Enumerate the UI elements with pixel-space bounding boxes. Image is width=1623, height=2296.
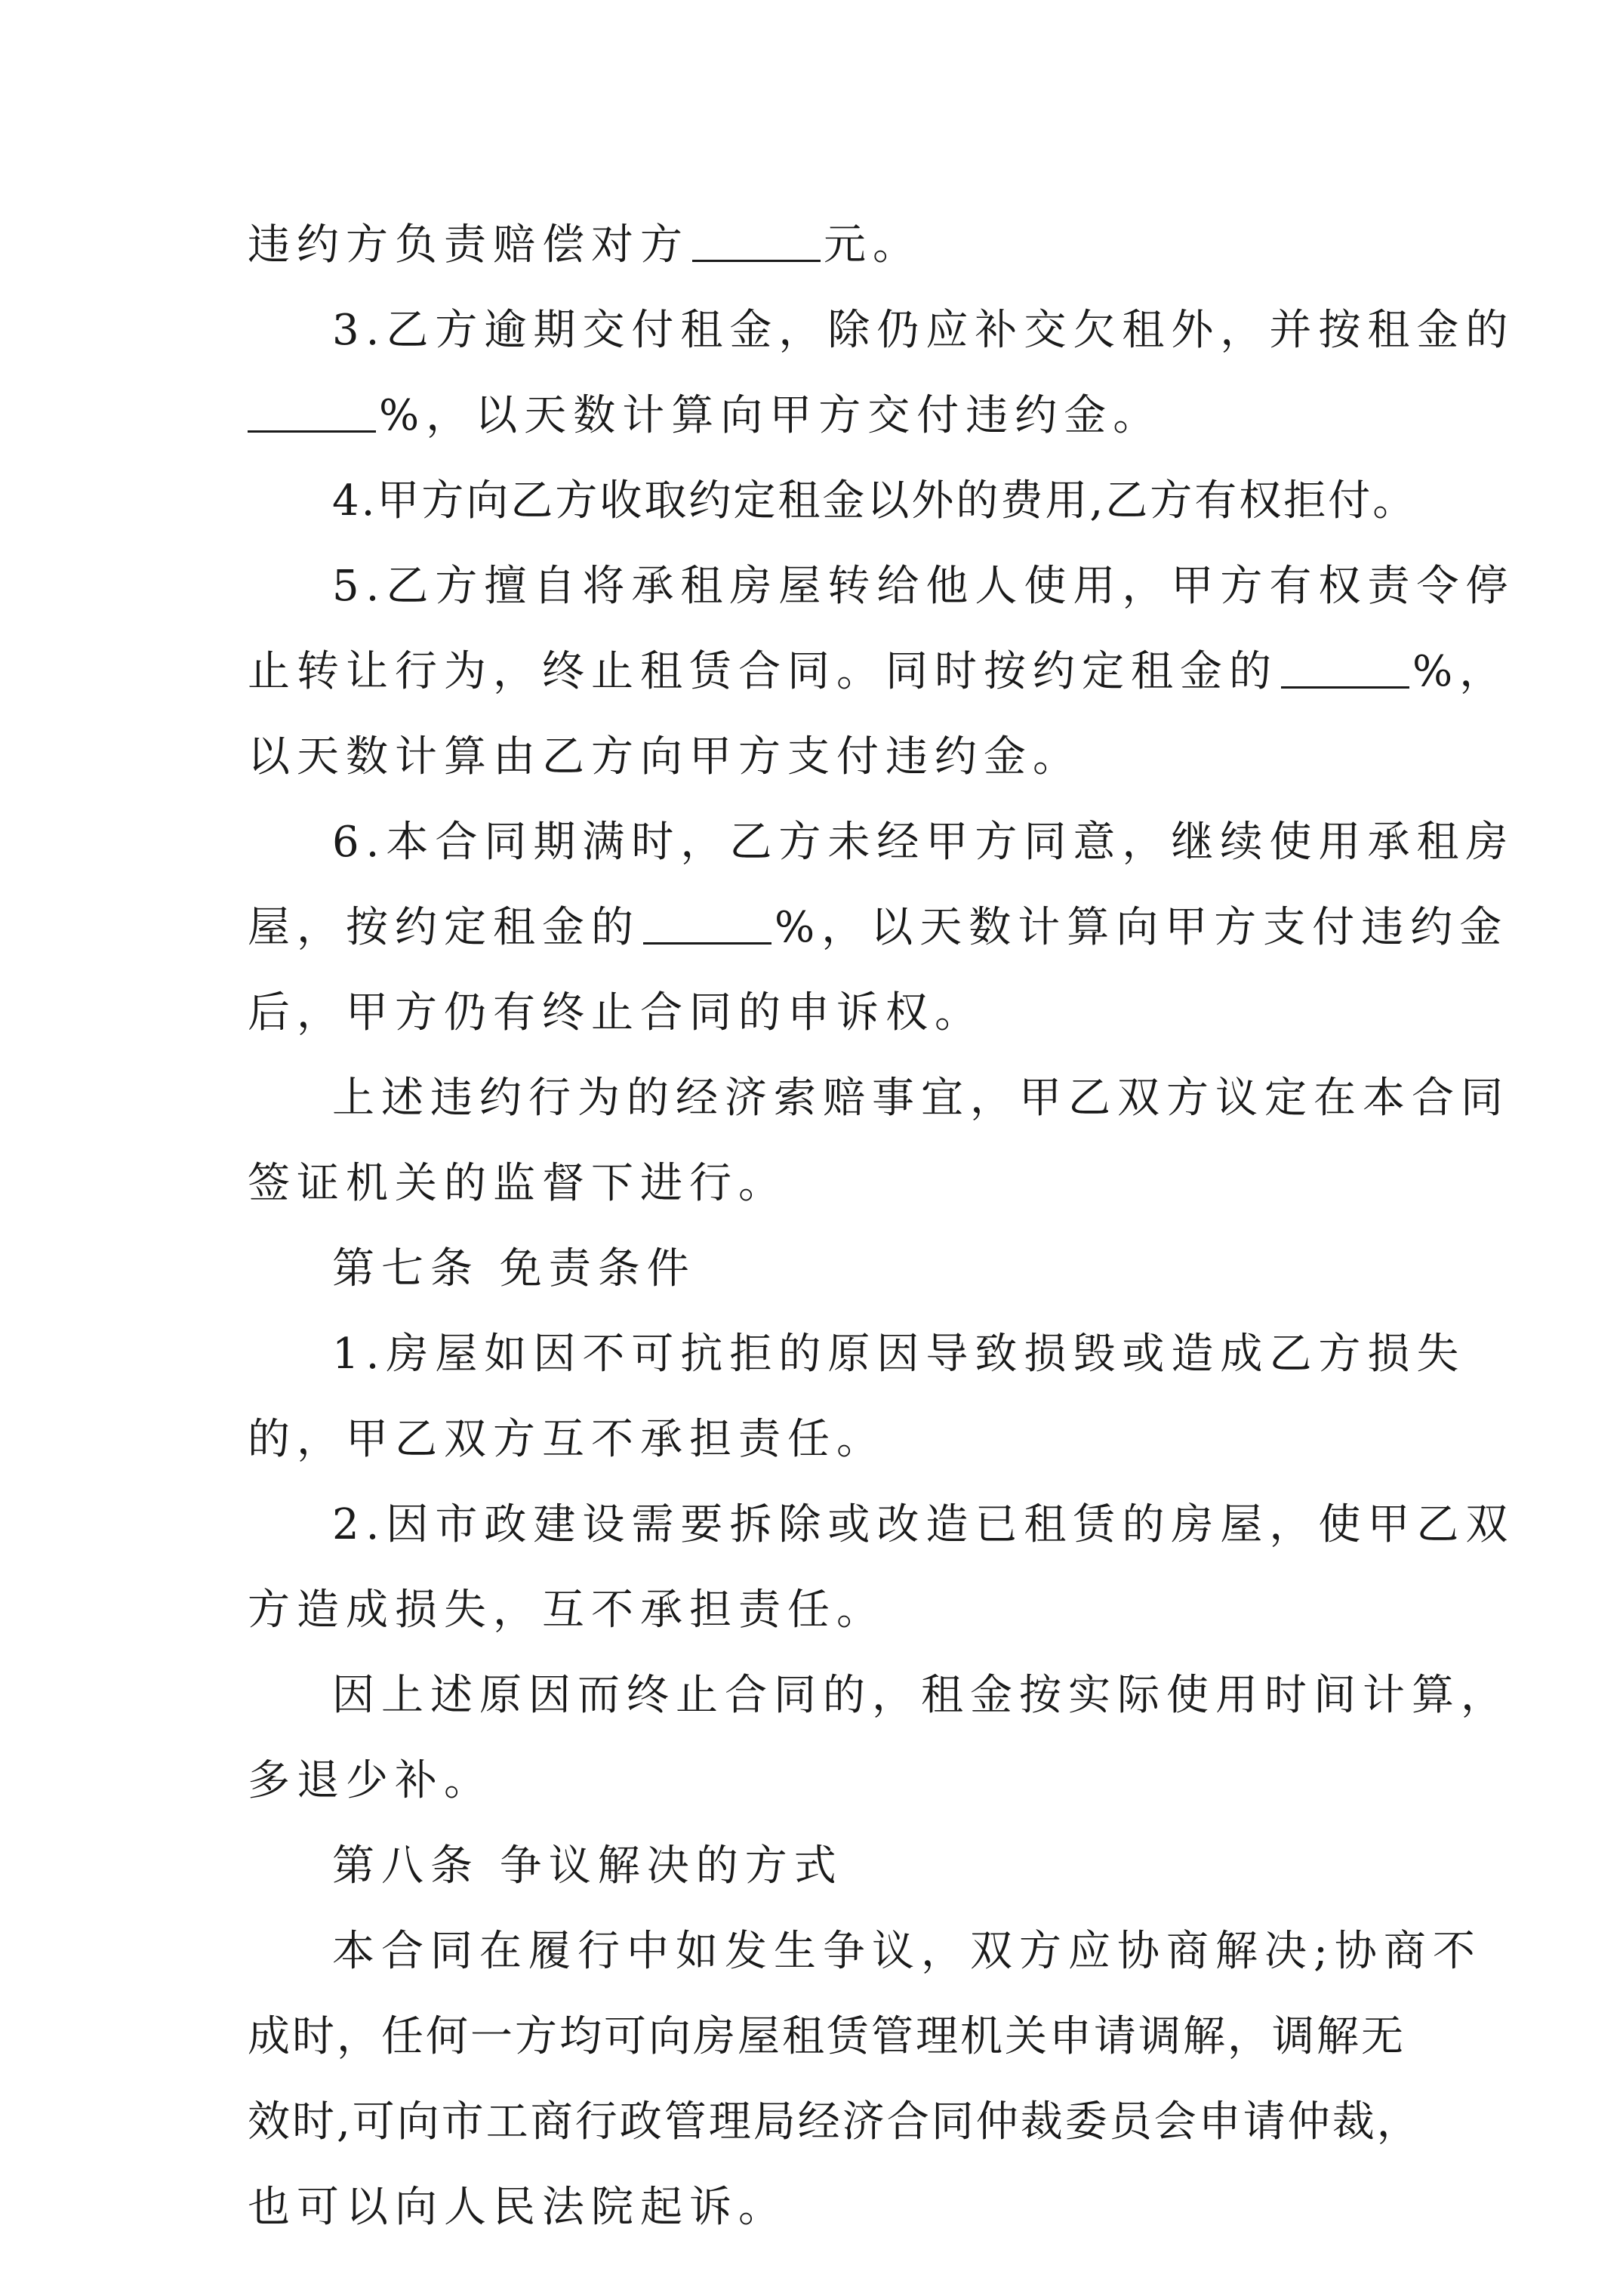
- clause-6-line: [248, 800, 1515, 885]
- fill-in-blank: [692, 214, 821, 262]
- text-segment: 元。: [824, 220, 922, 270]
- text-segment: 效时,可向市工商行政管理局经济合同仲裁委员会申请仲裁，: [248, 2097, 1421, 2147]
- paragraph-line: [248, 1397, 1380, 1482]
- fill-in-blank: [643, 897, 771, 945]
- article-7-heading: [248, 1226, 1380, 1311]
- text-segment: 也可以向人民法院起诉。: [248, 2183, 787, 2232]
- paragraph-line: [248, 1141, 1380, 1226]
- text-segment: 的，甲乙双方互不承担责任。: [248, 1415, 885, 1464]
- clause-3-line: [248, 288, 1515, 373]
- paragraph-line: [248, 714, 1380, 800]
- article-8-heading: [248, 1823, 1380, 1909]
- paragraph-line: [248, 1056, 1510, 1141]
- text-segment: 本合同在履行中如发生争议，双方应协商解决;协商不: [332, 1927, 1482, 1976]
- text-segment: 上述违约行为的经济索赔事宜，甲乙双方议定在本合同: [332, 1074, 1510, 1123]
- paragraph-line: [248, 2079, 1421, 2165]
- text-segment: 后，甲方仍有终止合同的申诉权。: [248, 988, 984, 1037]
- text-segment: 因上述原因而终止合同的，租金按实际使用时间计算，: [332, 1671, 1510, 1720]
- text-segment: 签证机关的监督下进行。: [248, 1159, 787, 1208]
- paragraph-line: [248, 970, 1380, 1056]
- clause-4-line: [248, 458, 1418, 544]
- paragraph-line: [248, 373, 1380, 458]
- text-segment: %，以天数计算向甲方支付违约金: [775, 903, 1509, 952]
- text-segment: 止转让行为，终止租赁合同。同时按约定租金的: [248, 647, 1278, 696]
- text-segment: 以天数计算由乙方向甲方支付违约金。: [248, 732, 1082, 781]
- paragraph-line: [248, 629, 1509, 714]
- text-segment: 成时，任何一方均可向房屋租赁管理机关申请调解，调解无: [248, 2012, 1406, 2061]
- text-segment: 5.乙方擅自将承租房屋转给他人使用，甲方有权责令停: [332, 562, 1515, 611]
- text-segment: %，: [1412, 647, 1509, 696]
- text-segment: 3.乙方逾期交付租金，除仍应补交欠租外，并按租金的: [332, 306, 1515, 355]
- text-segment: 6.本合同期满时，乙方未经甲方同意，继续使用承租房: [332, 818, 1515, 867]
- text-segment: 屋，按约定租金的: [248, 903, 640, 952]
- paragraph-line: [248, 1994, 1406, 2079]
- paragraph-line: [248, 1567, 1380, 1653]
- text-segment: %，以天数计算向甲方交付违约金。: [379, 391, 1163, 440]
- contract-page: [248, 202, 1515, 2250]
- text-segment: 4.甲方向乙方收取约定租金以外的费用,乙方有权拒付。: [332, 476, 1418, 525]
- text-segment: 2.因市政建设需要拆除或改造已租赁的房屋，使甲乙双: [332, 1500, 1515, 1549]
- paragraph-line: [248, 885, 1509, 970]
- exemption-1-line: [248, 1311, 1466, 1397]
- exemption-2-line: [248, 1482, 1515, 1567]
- text-segment: 违约方负责赔偿对方: [248, 220, 689, 270]
- text-segment: 方造成损失，互不承担责任。: [248, 1586, 885, 1635]
- section-heading: 第七条 免责条件: [332, 1244, 696, 1293]
- fill-in-blank: [248, 385, 376, 433]
- clause-5-line: [248, 544, 1515, 629]
- section-heading: 第八条 争议解决的方式: [332, 1841, 843, 1891]
- paragraph-line: [248, 1738, 1380, 1823]
- text-segment: 1.房屋如因不可抗拒的原因导致损毁或造成乙方损失: [332, 1330, 1466, 1379]
- fill-in-blank: [1281, 641, 1409, 689]
- paragraph-line: [248, 202, 1380, 288]
- text-segment: 多退少补。: [248, 1756, 493, 1805]
- paragraph-line: [248, 2165, 1380, 2250]
- paragraph-line: [248, 1653, 1510, 1738]
- dispute-paragraph-line: [248, 1909, 1482, 1994]
